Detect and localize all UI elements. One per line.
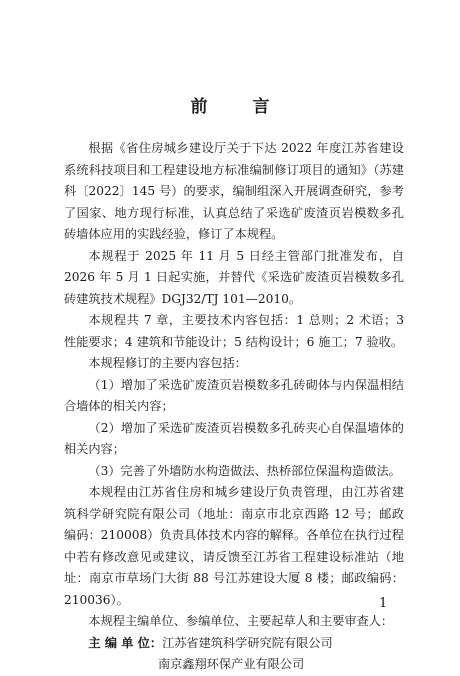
chief-editor-org-1: 江苏省建筑科学研究院有限公司: [162, 635, 333, 650]
chief-editor-unit: [64, 633, 404, 655]
paragraph-revision-item-3: （3）完善了外墙防水构造做法、热桥部位保温构造做法。: [88, 463, 401, 478]
paragraph-drafters-intro: 本规程主编单位、参编单位、主要起草人和主要审查人：: [88, 614, 394, 628]
paragraph-effective-date: 本规程于 2025 年 11 月 5 日经主管部门批准发布，自 2026 年 5 月 1 日起实施，并替代《采选矿废渣页岩模数多孔砖建筑技术规程》DGJ32/TJ 101—2010。: [64, 248, 404, 306]
page-title: 前 言: [190, 97, 284, 117]
document-body: [64, 138, 404, 676]
paragraph-revision-item-2: （2）增加了采选矿废渣页岩模数多孔砖夹心自保温墙体的相关内容；: [64, 420, 404, 456]
chief-editor-org-2: 南京鑫翔环保产业有限公司: [157, 657, 305, 671]
page-number: 1: [379, 596, 388, 611]
paragraph-chapters: 本规程共 7 章，主要技术内容包括：1 总则；2 术语；3 性能要求；4 建筑和节能设计；5 结构设计；6 施工；7 验收。: [64, 313, 404, 349]
paragraph-basis: 根据《省住房城乡建设厅关于下达 2022 年度江苏省建设系统科技项目和工程建设地方标准编制修订项目的通知》（苏建科〔2022〕145 号）的要求，编制组深入开展调查研究，参考了国家、地方现行标准，认真总结了采选矿废渣页岩模数多孔砖墙体应用的实践经验，修订了本规程。: [64, 141, 404, 241]
paragraph-management: 本规程由江苏省住房和城乡建设厅负责管理，由江苏省建筑科学研究院有限公司（地址：南京市北京西路 12 号；邮政编码：210008）负责具体技术内容的解释。各单位在执行过程中若有修改意见或建议，请反馈至江苏省工程建设标准站（地址：南京市草场门大街 88 号江苏建设大厦 8 楼；邮政编码：210036）。: [64, 485, 404, 607]
chief-editor-label: 主 编 单 位：: [88, 635, 163, 650]
paragraph-revision-intro: 本规程修订的主要内容包括：: [88, 356, 247, 370]
chief-editor-orgs: [162, 633, 333, 655]
chief-editor-orgs-continued: [64, 654, 404, 676]
paragraph-revision-item-1: （1）增加了采选矿废渣页岩模数多孔砖砌体与内保温相结合墙体的相关内容；: [64, 377, 404, 413]
